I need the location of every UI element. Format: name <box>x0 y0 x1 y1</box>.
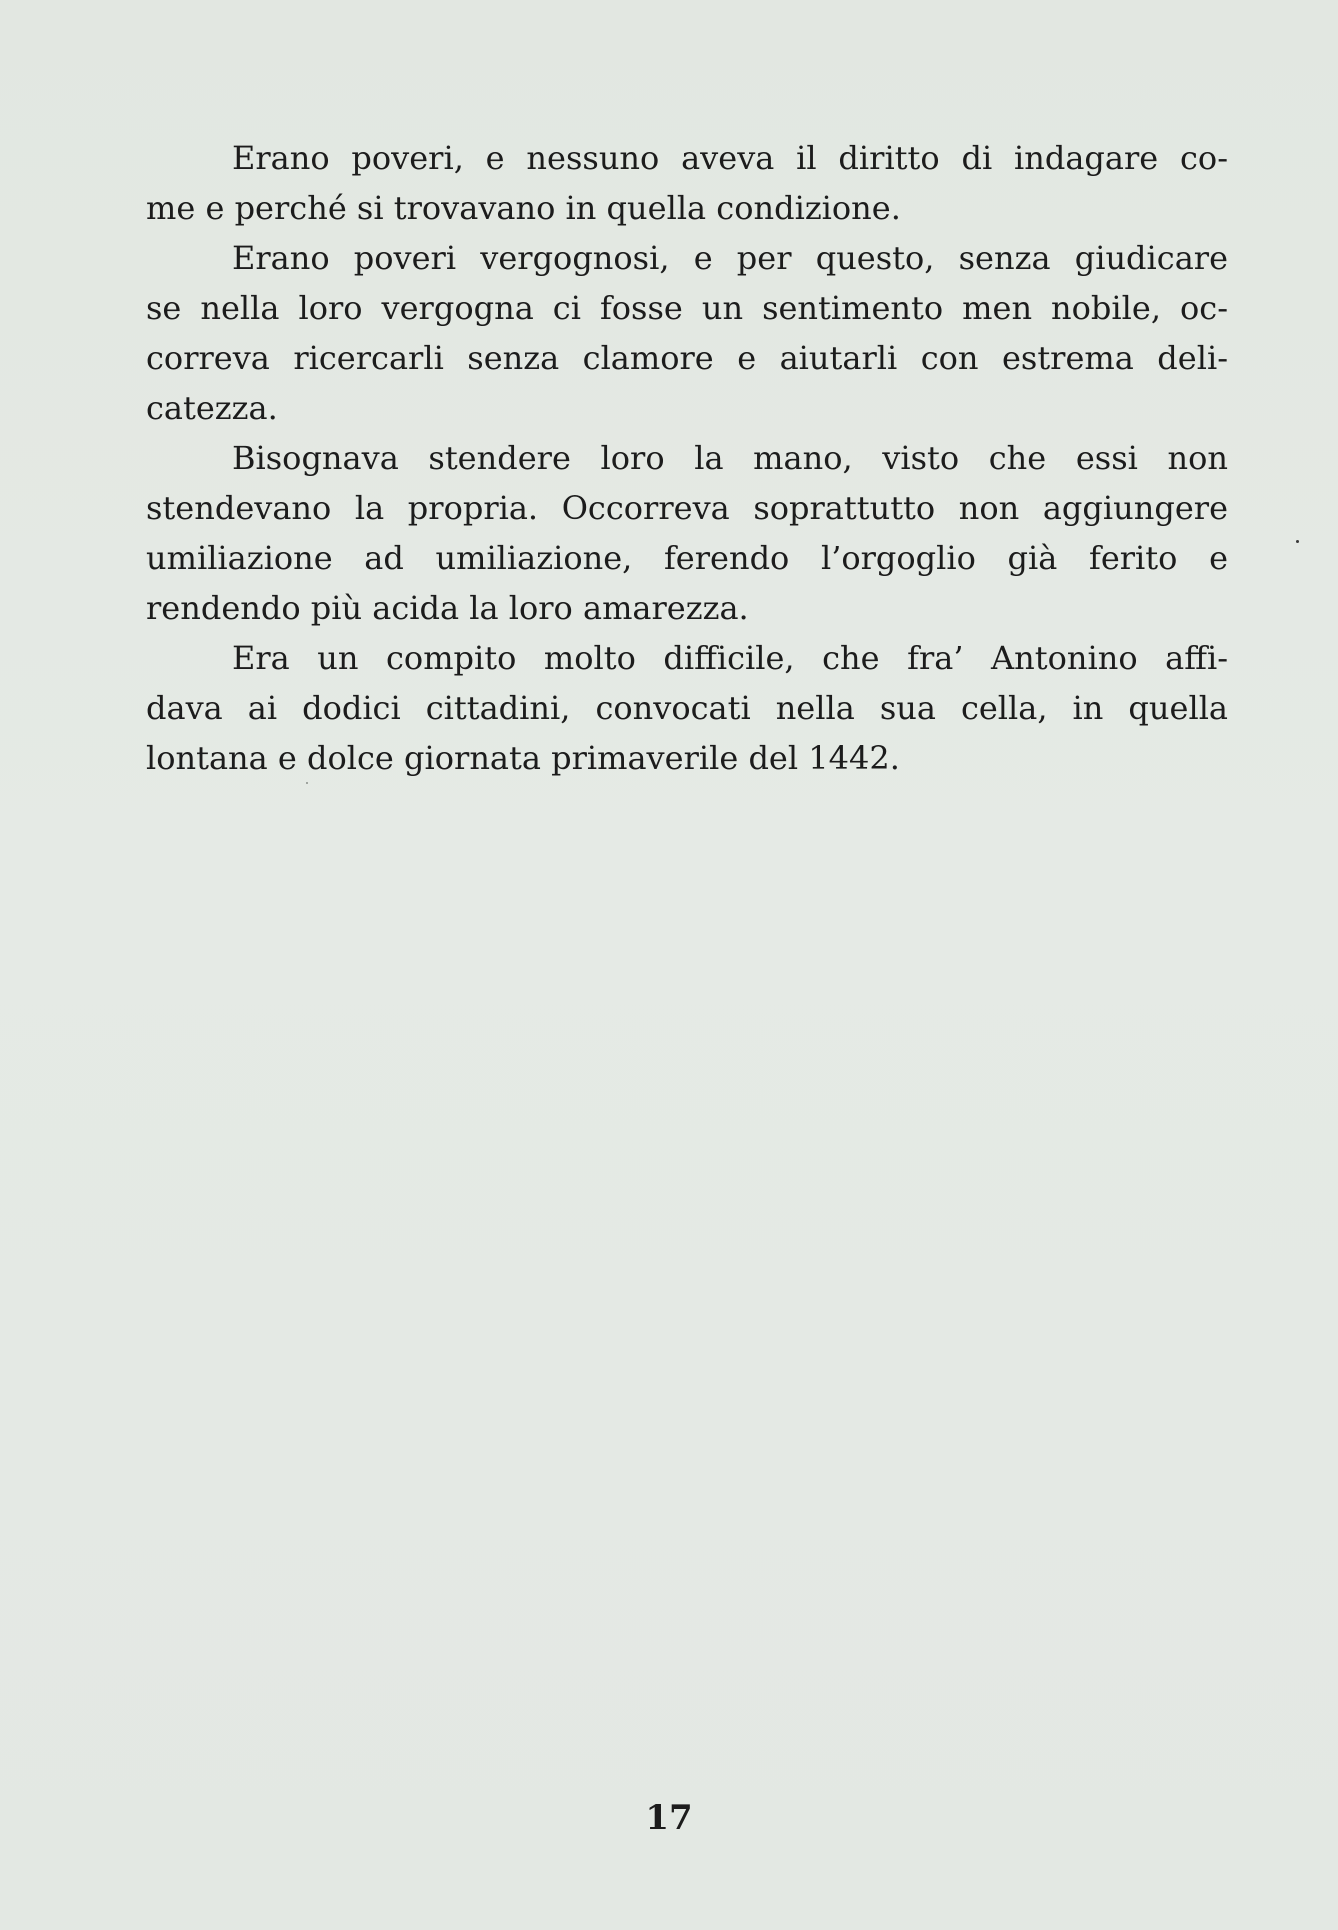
paper-speck <box>306 782 308 784</box>
paper-speck <box>1296 540 1299 543</box>
text-line: Erano poveri vergognosi, e per questo, senza giudicare <box>232 239 1228 277</box>
body-text <box>146 133 1228 783</box>
paragraph-3 <box>146 433 1228 633</box>
text-line: Bisognava stendere loro la mano, visto che essi non <box>232 439 1228 477</box>
text-line: Era un compito molto difficile, che fra’ Antonino affi- <box>232 639 1228 677</box>
paragraph-1 <box>146 133 1228 233</box>
text-line: Erano poveri, e nessuno aveva il diritto di indagare co- <box>232 139 1228 177</box>
page-number: 17 <box>645 1798 693 1838</box>
text-line: stendevano la propria. Occorreva soprattutto non aggiungere <box>146 489 1228 527</box>
text-line: se nella loro vergogna ci fosse un sentimento men nobile, oc- <box>146 289 1228 327</box>
text-line: catezza. <box>146 389 278 427</box>
text-line: rendendo più acida la loro amarezza. <box>146 589 749 627</box>
text-line: me e perché si trovavano in quella condizione. <box>146 189 901 227</box>
text-line: lontana e dolce giornata primaverile del 1442. <box>146 739 900 777</box>
paragraph-2 <box>146 233 1228 433</box>
text-line: umiliazione ad umiliazione, ferendo l’orgoglio già ferito e <box>146 539 1228 577</box>
paragraph-4 <box>146 633 1228 783</box>
text-line: correva ricercarli senza clamore e aiutarli con estrema deli- <box>146 339 1228 377</box>
text-line: dava ai dodici cittadini, convocati nella sua cella, in quella <box>146 689 1228 727</box>
